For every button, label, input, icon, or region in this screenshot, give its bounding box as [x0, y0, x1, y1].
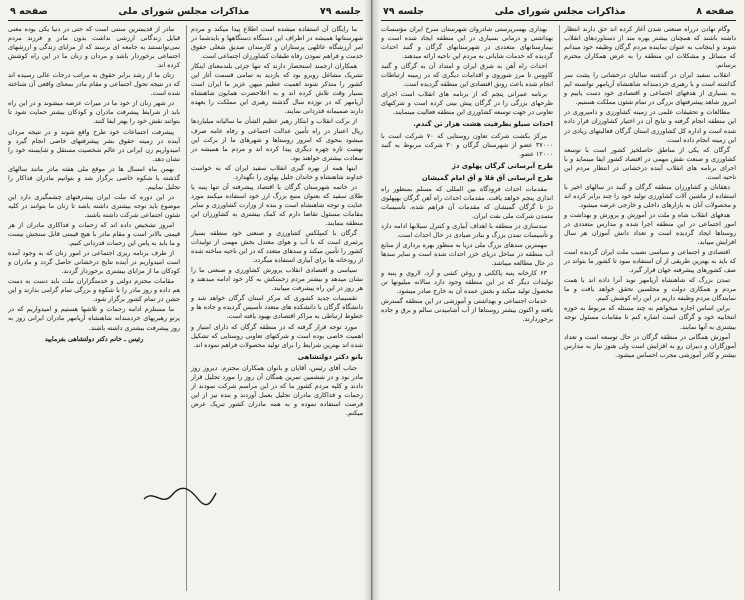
right-page-columns	[381, 25, 736, 591]
list-item: طرح آبرسانی آق قلا و آق امام گمیشان	[421, 173, 553, 182]
right-page	[372, 0, 744, 600]
right-page-header	[381, 4, 736, 21]
paragraph: دهقانان و کشاورزان منطقه گرگان و گنبد در سالهای اخیر با استفاده از ماشین آلات کشاورزی تولید خود را چند برابر کرده اند و محصولات آنان به بازارهای داخلی و خارجی عرضه میشود.	[564, 182, 736, 209]
paragraph: سدسازی در منطقه با اهداف آبیاری و کنترل سیلابها ادامه دارد و تأسیسات تمدن بزرگ و بنادر صیادی در حال احداث است.	[381, 221, 553, 239]
paragraph: برنامه عمرانی پنجم که از برنامه های انقلاب است اجرای طرحهای بزرگی را در گرگان پیش بینی کرده است و شرکتهای تعاونی در جهت توسعه کشاورزی این منطقه فعالیت مینمایند.	[381, 90, 553, 117]
session-label: جلسه ۷۹	[319, 6, 361, 17]
right-page-right-column	[559, 25, 736, 591]
paragraph: زنان ما از رشد برابر حقوق به مراتب درجات عالی رسیده اند که در نتیجه تحول اجتماعی و مقام مادر بمعنای واقعی آن شناخته شده است.	[8, 71, 180, 98]
header-title: مذاکرات مجلس شورای ملی	[494, 6, 626, 17]
left-page	[0, 0, 372, 600]
chair-line: رئیس ـ خانم دکتر دولتشاهی بفرمایید	[44, 334, 144, 343]
paragraph: خدمات اجتماعی و بهداشتی و آموزشی در این منطقه گسترش یافته و اکنون بیشتر روستاها از آب آشامیدنی سالم و برق و جاده برخوردارند.	[381, 297, 553, 324]
list-item: طرح آبرسانی گرگان پهلوی دژ	[452, 161, 553, 170]
left-page-right-column	[186, 25, 363, 591]
list-item: احداث سیلو بظرفیت هشت هزار تن گندم.	[413, 120, 553, 129]
paragraph: پیشرفت اجتماعات خود طرح واقع شوند و در نتیجه مردان آینده در زمینه حقوق بشر پیشرفتهای خاصی انجام گیرد و امیدواریم زن ایرانی در عالم شخصیت مستقل و شایسته خود را نشان دهد.	[8, 127, 180, 163]
page-number: صفحه ۹	[10, 6, 48, 17]
speaker-heading	[191, 353, 363, 362]
paragraph: مورد توجه قرار گرفته که در منطقه گرگان که دارای امتیاز و اهمیت خاصی بوده است و شرکتهای تعاونی روستایی که تشکیل شده اند بهترین شرایط را برای تولید محصولات فراهم نموده اند.	[191, 322, 363, 349]
paragraph: همکاران ارجمند استحضار دارند که تنها جزئی بلندمعنای اینکار تشریک مشاغل روبرو بود که بازدید به تمامی قسمت آثار این کشور را متذکر شوند اهمیت عظیم میهن عزیز ما ایران است بسیار وقت تلاش کرده اند و به اعلاحضرت همایون شاهنشاه آریامهر که در نوزده سال گذشته رهبری این مملکت را بعهده دارند صمیمانه قدردانی نمایند.	[191, 62, 363, 116]
paragraph: اقتصادی و اجتماعی و سیاسی نصیب ملت ایران گردیده است که باید به بهترین طریقی از آن استفاده نمود تا کشور ما بتواند در صف کشورهای پیشرفته جهان قرار گیرد.	[564, 248, 736, 275]
paragraph: سیاسی و اقتصادی انقلاب پرورش کشاورزی و صنعتی ما را نشان میدهد و بیشتر مردم زحمتکش به کار خود ادامه میدهند و هر روز در این راه پیشرفت مییابند.	[191, 266, 363, 293]
paragraph: آموزش همگانی در منطقه گرگان در حال توسعه است و تعداد آموزگاران و دبیران رو به افزایش است ولی هنوز نیاز به مدارس بیشتر و کادر آموزشی مجرب احساس میشود.	[564, 332, 736, 359]
paragraph: مهمترین سدهای بزرگ ملی دریا به منظور بهره برداری از منابع آب منطقه در ساحل دریای خزر احداث شده است و سایر سدها در حال مطالعه میباشد.	[381, 241, 553, 268]
paragraph: از طرف برنامه ریزی اجتماعی در امور زنان که به وجود آمده است امیدواریم در آینده نتایج درخشانی حاصل گردد و مادران و کودکان ما از مزایای بیشتری برخوردار گردند.	[8, 249, 180, 276]
paragraph: اینها همه از بهره گیری انقلاب سفید ایران که به خواست خداوند شاهنشاه و خاندان جلیل پهلوی را نگهدارد.	[191, 163, 363, 181]
paragraph: تقسیمات جدید کشوری که مرکز استان گرگان خواهد شد و دانشگاه گرگان با دانشکده های متعدد تأسیس گردیده و جاده ها و خطوط ارتباطی به مراکز اقتصادی بهبود یافته است.	[191, 294, 363, 321]
page-number: صفحه ۸	[696, 6, 734, 17]
paragraph: بهداری بهسرپرستی شادروان شهرستان سرخ ایران مؤسسات بهداشتی و درمانی بسیاری در این منطقه ایجاد شده است و بیمارستانهای متعددی در شهرستانهای گرگان و گنبد احداث گردیده که خدمات شایانی به مردم این ناحیه ارائه میدهند.	[381, 25, 553, 61]
paragraph: احداث راه آهن به شرق ایران و امتداد آن به گرگان و گنبد کاووس تا مرز شوروی و اقدامات دیگری که در زمینه ارتباطات انجام شده باعث رونق اقتصادی این منطقه گردیده است.	[381, 62, 553, 89]
left-page-left-column	[8, 25, 180, 591]
paragraph: امروز تشخیص داده اند که زحمات و فداکاری مادران از هر قیمتی بالاتر است و مقام مادر با هیچ قیمتی قابل سنجش نیست و ما باید به پاس این زحمات قدردانی کنیم.	[8, 220, 180, 248]
paragraph: هدفهای انقلاب شاه و ملت در آموزش و پرورش و بهداشت و امور اجتماعی در این منطقه اجرا شده و مدارس متعددی در روستاها ایجاد گردیده است و تعداد دانش آموزان هر سال افزایش مییابد.	[564, 210, 736, 247]
paragraph: در خاتمه شهرستان گرگان با اقتصاد پیشرفته آن تنها پنبه یا طلای سفید که بعنوان منبع بزرگ ارز خود استفاده میکنند مورد عنایت و توجه شاهنشاه است و بنده از وزارت کشاورزی و سایر مقامات مسئول تقاضا دارم که کمک بیشتری به کشاورزان این منطقه بنمایند.	[191, 182, 363, 227]
paragraph: مرکز بکشت شرکت تعاون روستایی که ۷۰ شرکت است با ۳۷۰۰۰ عضو از شهرستان گرگان و ۳۰ شرکت مربوط به گنبد ۱۲۰۰۰ عضو.	[381, 131, 553, 158]
paragraph: در این دوره که ملت ایران پیشرفتهای چشمگیری دارد این موضوع باید توجه بیشتری داشته باشد تا زنان ما بتوانند در کلیه شئون اجتماعی شرکت داشته باشند.	[8, 192, 180, 219]
paragraph: مقدمات احداث فرودگاه بین المللی که مسلم بمنظور راه اندازی پنجم خواهد یافت. مقدمات احداث راه آهن گرگان بهپهلوی دژ تا گرگان گمیشان که مقدمات آن فراهم شده، تأسیسات متمدن شرکت ملی نفت ایران.	[381, 184, 553, 220]
left-page-header	[8, 4, 363, 21]
paragraph: از برکت انقلاب و ابتکار رهبر عظیم الشأن ما سالیانه میلیاردها ریال اعتبار در راه تأمین عدالت اجتماعی و رفاه عامه صرف میشود بنحوی که امروز روستاها و شهرهای ما از برکت این نهضت تازه چهره دیگری پیدا کرده اند و مردم ما همیشه در سعادت بیشتری خواهند بود.	[191, 117, 363, 162]
paragraph: بهمن ماه امسال ها در موقع ملی هفته مادر مانند سالهای گذشته با شکوه خاصی برگزار شد و بتوانیم مادران فداکار را تجلیل نماییم.	[8, 164, 180, 191]
paragraph: در شهر زنان از خود ما در میراث عرضه میشوند و در این راه باید از شرایط پیشرفت مادران و کودکان بیشتر حمایت شود تا بتوانند نقش خود را بهتر ایفا کنند.	[8, 99, 180, 126]
session-label: جلسه ۷۹	[383, 6, 425, 17]
header-title: مذاکرات مجلس شورای ملی	[118, 6, 250, 17]
paragraph: جناب آقای رئیس، آقایان و بانوان همکاران محترم. دیروز روز مادر بود و در ششمین تمرین همگان آن روز را مورد تجلیل قرار دادند و کلیه مردم کشور ما که در این مراسم شرکت نمودند از زحمات و فداکاری مادران تجلیل بعمل آوردند و بنده نیز از این فرصت استفاده نموده و به همه مادران کشور تبریک عرض میکنم.	[191, 363, 363, 417]
paragraph: براین اساس اجازه میخواهم به چند مسئله که مربوط به حوزه انتخابیه خود و گرگان است اشاره کنم تا مقامات مسئول توجه بیشتری به آنها نمایند.	[564, 304, 736, 331]
paragraph: تمدن بزرگ که شاهنشاه آریامهر نوید آنرا داده اند با همت مردم و همکاری دولت و مجلسین تحقق خواهد یافت و ما نمایندگان مردم وظیفه داریم در این راه کوشش کنیم.	[564, 276, 736, 303]
left-page-columns	[8, 25, 363, 591]
paragraph: گرگان با کمپلکس کشاورزی و صنعتی خود منطقه بسیار پرثمری است که با آب و هوای معتدل بخش مهمی از تولیدات کشور را تأمین میکند و سدهای متعدد که در این ناحیه ساخته شده از رودخانه ها برای آبیاری استفاده میگردد.	[191, 229, 363, 265]
paragraph: مادر از قدیمترین سنتی است که حتی در دنیا یکی بوده معنی قبایل زندگانی ارزشی نداشت بدون مادر و فرزند مردم نمی‌توانستند به جامعه ای برسند که از مزایای زندگی و ارزشهای اجتماعی برخوردار باشد و مردان و زنان ما در این راه کوشش کرده اند.	[8, 25, 180, 70]
speaker-name: بانو دکتر دولتشاهی	[297, 352, 363, 361]
paragraph: ما مستلزم ادامه زحمات و تلاشها هستیم و امیدواریم که در پرتو رهبریهای خردمندانه شاهنشاه آریامهر مادران ایرانی روز به روز پیشرفت بیشتری داشته باشند.	[8, 305, 180, 332]
paragraph: گرگان که یکی از مناطق حاصلخیز کشور است با توسعه کشاورزی و صنعت نقش مهمی در اقتصاد کشور ایفا مینماید و با اجرای برنامه های انقلاب آینده درخشانی در انتظار مردم این ناحیه است.	[564, 145, 736, 181]
paragraph: ما رایگان آن استفاده میشده است اطلاع پیدا میکند و مردم شهرستانها همیشه در اطراف این دستگاه دستگاهها و بایدشما در امر آرزشگاه عائلهی پرستاران و کارمندان صدیق شغلی حقوق خدمت و فراهم نمودن رفاه طبقات کشاورزان اجتماعی است.	[191, 25, 363, 61]
paragraph: وگام نهادن درراه صنعتی شدن آغاز کرده اند حق دارند انتظار داشته باشند که همچنان بیشتر بهره مند از دستاوردهای انقلاب شوند و اینجانب به عنوان نماینده مردم گرگان وظیفه خود میدانم که مسائل و مشکلات این منطقه را به عرض همکاران محترم برسانم.	[564, 25, 736, 70]
paragraph: مقامات محترم دولتی و خدمتگزاران ملت باید دست به دست هم داده و روز مادر را با شکوه و بزرگی تمام گرامی بدارند و این جشن در تمام کشور برگزار شود.	[8, 277, 180, 304]
paragraph: مطالعات و تحقیقات علمی در زمینه کشاورزی و دامپروری در این منطقه انجام گرفته و نتایج آن در اختیار کشاورزان قرار داده شده است و اداره کل کشاورزی استان گرگان فعالیتهای زیادی در این زمینه انجام داده است.	[564, 108, 736, 144]
paragraph: انقلاب سفید ایران در گذشته سالیان درخشانی را پشت سر گذاشته است و با رهبری خردمندانه شاهنشاه آریامهر توانسته ایم به بسیاری از هدفهای اجتماعی و اقتصادی خود دست یابیم و امروز شاهد پیشرفتهای بزرگی در تمام شئون مملکت هستیم.	[564, 71, 736, 107]
right-page-left-column	[381, 25, 553, 591]
paragraph: ۶۳ کارخانه پنبه پاککنی و روغن کشی و آرد، لاروی و پنبه و تولیدات دیگر که در این منطقه وجود دارد سالانه میلیونها تن محصول تولید میکند و بخش عمده آن به خارج صادر میشود.	[381, 269, 553, 296]
